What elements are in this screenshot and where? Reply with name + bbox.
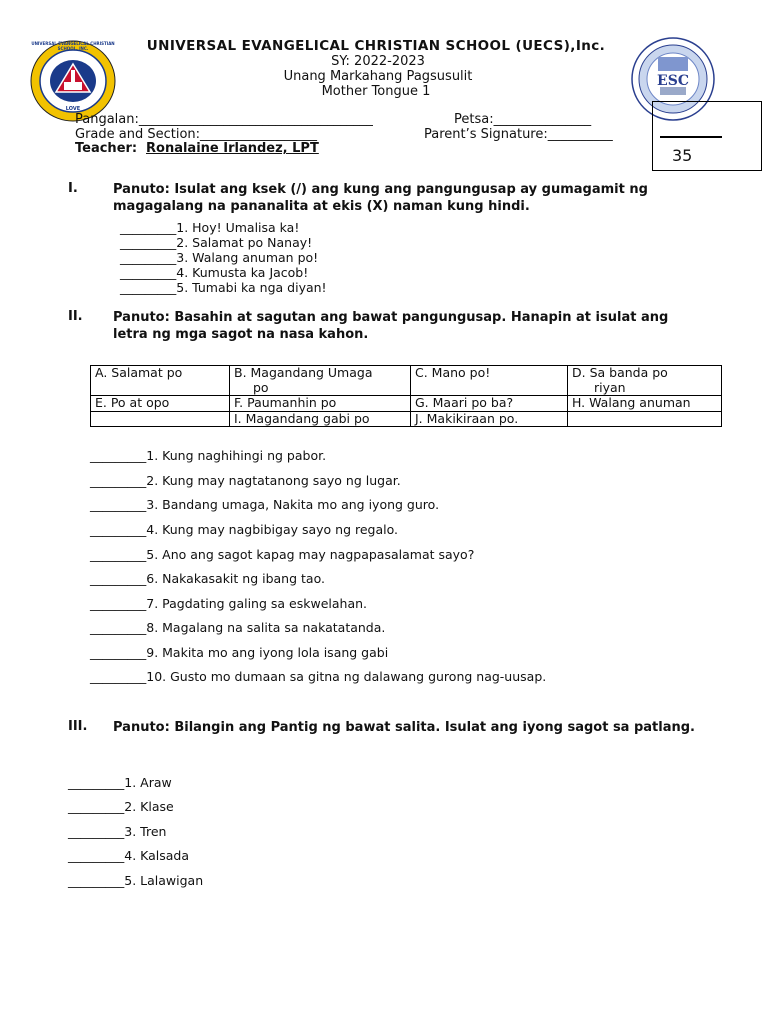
- choice-cell: [91, 366, 230, 396]
- section3-number: III.: [68, 719, 88, 734]
- section3-item[interactable]: _________1. Araw: [68, 775, 172, 790]
- exam-title: Unang Markahang Pagsusulit: [283, 69, 473, 84]
- grade-section-field[interactable]: Grade and Section:__________________: [75, 127, 318, 142]
- section2-number: II.: [68, 309, 83, 324]
- choice-b-cont: po: [253, 379, 269, 395]
- choice-d: D. Sa banda po: [572, 365, 668, 380]
- school-year: SY: 2022-2023: [331, 54, 425, 69]
- choice-cell: [411, 366, 568, 396]
- section3-item[interactable]: _________5. Lalawigan: [68, 873, 204, 888]
- choice-cell: [230, 366, 411, 396]
- choice-e: E. Po at opo: [95, 395, 170, 410]
- choices-row: [91, 366, 722, 396]
- section1-item[interactable]: _________4. Kumusta ka Jacob!: [120, 265, 309, 280]
- section1-item[interactable]: _________5. Tumabi ka nga diyan!: [120, 280, 327, 295]
- choice-g: G. Maari po ba?: [415, 395, 514, 410]
- section3-item[interactable]: _________4. Kalsada: [68, 848, 190, 863]
- section1-instruction: Panuto: Isulat ang ksek (/) ang kung ang pangungusap ay gumagamit ng magagalang na pananalita at ekis (X) naman kung hindi.: [113, 182, 648, 214]
- choice-d-cont: riyan: [594, 379, 626, 395]
- school-name: UNIVERSAL EVANGELICAL CHRISTIAN SCHOOL (UECS),Inc.: [146, 38, 606, 54]
- choice-i: I. Magandang gabi po: [234, 410, 370, 426]
- section2-item[interactable]: _________9. Makita mo ang iyong lola isang gabi: [90, 645, 389, 660]
- section2-item[interactable]: _________5. Ano ang sagot kapag may nagpapasalamat sayo?: [90, 547, 475, 562]
- esc-logo-text: ESC: [657, 73, 689, 89]
- section3-item[interactable]: _________2. Klase: [68, 799, 174, 814]
- section3-item[interactable]: _________3. Tren: [68, 824, 167, 839]
- section2-item[interactable]: _________10. Gusto mo dumaan sa gitna ng dalawang gurong nag-uusap.: [90, 669, 547, 684]
- choice-cell: [411, 396, 568, 412]
- section2-instruction: Panuto: Basahin at sagutan ang bawat pangungusap. Hanapin at isulat ang letra ng mga sagot na nasa kahon.: [113, 310, 669, 342]
- choice-b: B. Magandang Umaga: [234, 365, 373, 380]
- score-total: 35: [672, 146, 693, 165]
- section2-item[interactable]: _________1. Kung naghihingi ng pabor.: [90, 448, 327, 463]
- parent-signature-field[interactable]: Parent’s Signature:__________: [424, 127, 613, 142]
- choice-c: C. Mano po!: [415, 365, 491, 380]
- choices-row: [91, 411, 722, 427]
- section2-item[interactable]: _________3. Bandang umaga, Nakita mo ang iyong guro.: [90, 497, 440, 512]
- section3-instruction: Panuto: Bilangin ang Pantig ng bawat salita. Isulat ang iyong sagot sa patlang.: [113, 720, 695, 735]
- choice-a: A. Salamat po: [95, 365, 183, 380]
- choice-j: J. Makikiraan po.: [415, 410, 519, 426]
- choice-cell: [230, 411, 411, 427]
- section1-number: I.: [68, 181, 78, 196]
- section2-item[interactable]: _________2. Kung may nagtatanong sayo ng lugar.: [90, 473, 401, 488]
- teacher-label: Teacher:: [75, 141, 138, 156]
- choice-cell: [568, 411, 722, 427]
- school-logo-text: UNIVERSAL EVANGELICAL CHRISTIAN SCHOOL, INC.: [31, 41, 115, 51]
- teacher-name: Ronalaine Irlandez, LPT: [146, 141, 319, 156]
- section1-item[interactable]: _________3. Walang anuman po!: [120, 250, 319, 265]
- section1-item[interactable]: _________2. Salamat po Nanay!: [120, 235, 313, 250]
- choice-cell: [230, 396, 411, 412]
- school-logo-motto: LOVE: [65, 106, 81, 112]
- choice-cell: [91, 411, 230, 427]
- section2-item[interactable]: _________6. Nakakasakit ng ibang tao.: [90, 571, 325, 586]
- subject-title: Mother Tongue 1: [321, 84, 431, 99]
- section1-item[interactable]: _________1. Hoy! Umalisa ka!: [120, 220, 300, 235]
- choice-h: H. Walang anuman: [572, 395, 691, 410]
- section2-item[interactable]: _________7. Pagdating galing sa eskwelahan.: [90, 596, 368, 611]
- choice-cell: [568, 396, 722, 412]
- choice-cell: [568, 366, 722, 396]
- choices-row: [91, 396, 722, 412]
- score-blank[interactable]: [660, 136, 722, 138]
- choice-f: F. Paumanhin po: [234, 395, 337, 410]
- name-field[interactable]: Pangalan:____________________________________: [75, 112, 373, 127]
- choice-cell: [91, 396, 230, 412]
- section2-item[interactable]: _________8. Magalang na salita sa nakatatanda.: [90, 620, 386, 635]
- date-field[interactable]: Petsa:_______________: [454, 112, 592, 127]
- choice-cell: [411, 411, 568, 427]
- choices-table: [90, 365, 722, 427]
- section2-item[interactable]: _________4. Kung may nagbibigay sayo ng regalo.: [90, 522, 399, 537]
